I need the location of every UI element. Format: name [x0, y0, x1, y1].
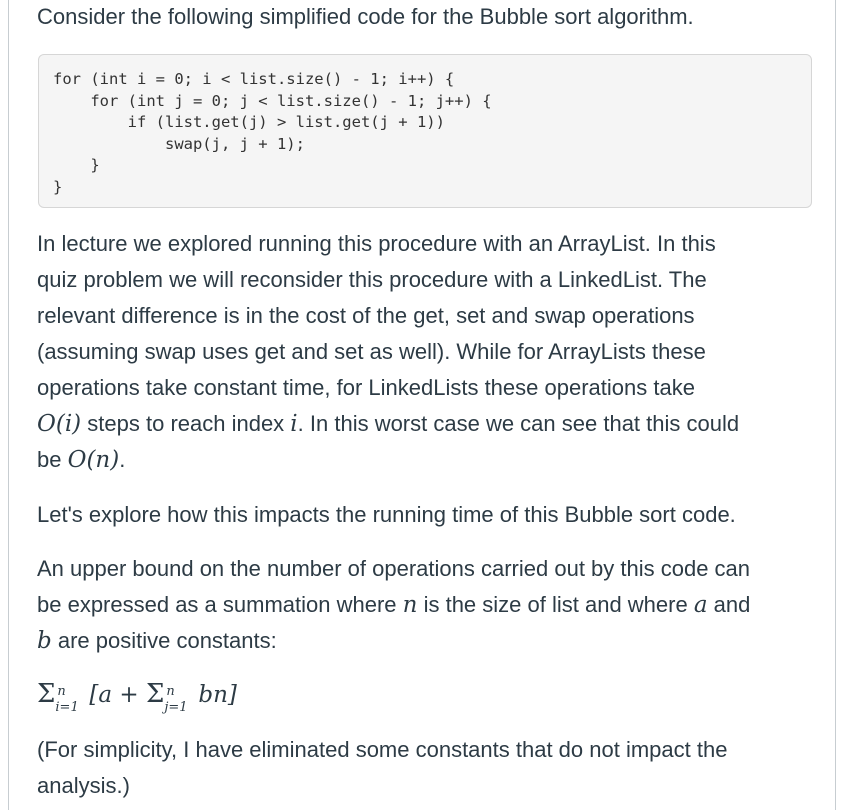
math-var-n: n [402, 592, 418, 618]
summation-formula [37, 676, 237, 713]
paragraph-line [37, 587, 817, 623]
inner-upper-limit: n [166, 684, 175, 699]
text-fragment: and [707, 592, 751, 617]
paragraph-line: operations take constant time, for LinkedLists these operations take [37, 375, 695, 400]
math-var-i: i [290, 411, 298, 437]
text-fragment: . [119, 447, 126, 472]
paragraph-line: quiz problem we will reconsider this procedure with a LinkedList. The [37, 267, 707, 292]
sigma-inner: Σ [145, 679, 165, 709]
paragraph-simplicity [37, 732, 817, 804]
math-o-n: O(n) [67, 447, 120, 473]
outer-lower-limit: i=1 [55, 700, 79, 715]
paragraph-line: Let's explore how this impacts the running time of this Bubble sort code. [37, 502, 736, 527]
text-fragment: steps to reach index [81, 411, 291, 436]
paragraph-upper-bound [37, 551, 817, 659]
paragraph-line [37, 623, 817, 659]
inner-limits [164, 676, 198, 715]
paragraph-line [37, 442, 817, 478]
paragraph-line [37, 406, 817, 442]
sigma-outer: Σ [37, 679, 56, 709]
paragraph-line: (assuming swap uses get and set as well). While for ArrayLists these [37, 339, 706, 364]
intro-text: Consider the following simplified code for the Bubble sort algorithm. [37, 4, 694, 29]
math-o-i: O(i) [37, 411, 82, 437]
formula-body: bn] [198, 682, 237, 708]
text-fragment: . In this worst case we can see that this could [297, 411, 740, 436]
formula-open: [a + [89, 682, 146, 708]
outer-upper-limit: n [57, 684, 66, 699]
inner-lower-limit: j=1 [164, 700, 188, 715]
outer-limits [55, 676, 89, 715]
paragraph-line: (For simplicity, I have eliminated some constants that do not impact the [37, 737, 728, 762]
text-fragment: is the size of list and where [417, 592, 694, 617]
paragraph-explore [37, 497, 817, 533]
math-var-b: b [37, 628, 52, 654]
math-var-a: a [693, 592, 708, 618]
code-block [38, 54, 812, 208]
paragraph-linkedlist [37, 226, 817, 478]
text-fragment: be [37, 447, 68, 472]
paragraph-line: An upper bound on the number of operations carried out by this code can [37, 556, 751, 581]
paragraph-line: analysis.) [37, 773, 130, 798]
text-fragment: be expressed as a summation where [37, 592, 403, 617]
code-text: for (int i = 0; i < list.size() - 1; i++) { for (int j = 0; j < list.size() - 1; j++) { if (list.get(j) > list.get(j + 1)) swap(j, j + 1); } } [53, 70, 492, 196]
text-fragment: are positive constants: [51, 628, 277, 653]
paragraph-line: In lecture we explored running this procedure with an ArrayList. In this [37, 231, 716, 256]
paragraph-line: relevant difference is in the cost of the get, set and swap operations [37, 303, 695, 328]
